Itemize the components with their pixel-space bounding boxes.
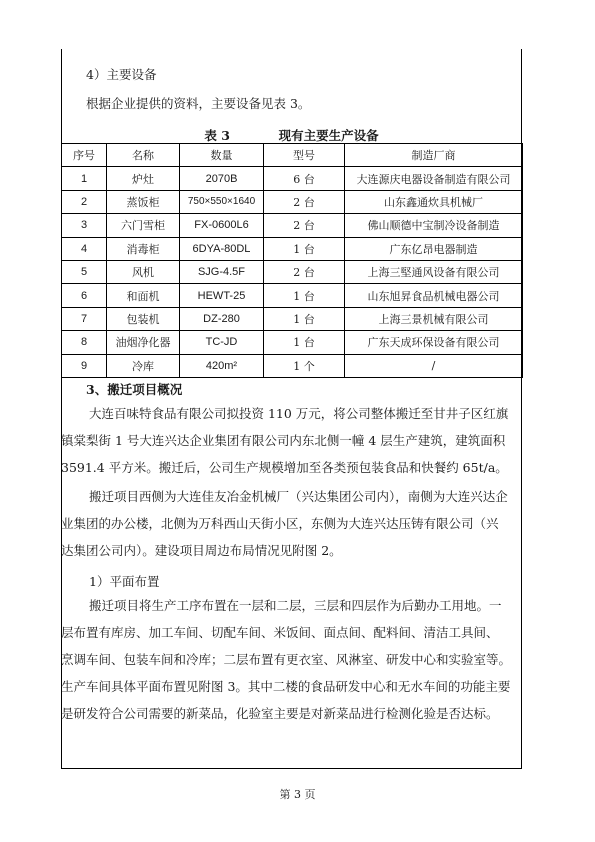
table-row <box>62 354 523 377</box>
cell-quantity: SJG-4.5F <box>180 260 264 283</box>
cell-quantity: 420m² <box>180 354 264 377</box>
cell-name: 风机 <box>107 260 180 283</box>
section-3-title: 3、搬迁项目概况 <box>86 382 183 397</box>
cell-name: 蒸饭柜 <box>107 190 180 213</box>
cell-quantity: 6DYA-80DL <box>180 237 264 260</box>
table-header-row <box>62 144 523 167</box>
table-row <box>62 214 523 237</box>
cell-model: 2 台 <box>264 260 345 283</box>
cell-manufacturer: 广东亿昂电器制造 <box>345 237 523 260</box>
cell-index: 3 <box>62 214 107 237</box>
header-quantity: 数量 <box>180 144 264 167</box>
header-model: 型号 <box>264 144 345 167</box>
cell-model: 1 台 <box>264 331 345 354</box>
table-row <box>62 190 523 213</box>
table-row <box>62 260 523 283</box>
cell-index: 7 <box>62 307 107 330</box>
cell-name: 油烟净化器 <box>107 331 180 354</box>
cell-manufacturer: 山东旭昇食品机械电器公司 <box>345 284 523 307</box>
paragraph-line: 镇棠梨街 1 号大连兴达企业集团有限公司内东北侧一幢 4 层生产建筑，建筑面积 <box>61 433 506 448</box>
table-row <box>62 284 523 307</box>
cell-index: 9 <box>62 354 107 377</box>
cell-name: 六门雪柜 <box>107 214 180 237</box>
cell-index: 8 <box>62 331 107 354</box>
cell-manufacturer: 佛山顺德中宝制冷设备制造 <box>345 214 523 237</box>
header-manufacturer: 制造厂商 <box>345 144 523 167</box>
header-name: 名称 <box>107 144 180 167</box>
cell-quantity: DZ-280 <box>180 307 264 330</box>
cell-manufacturer: 山东鑫通炊具机械厂 <box>345 190 523 213</box>
cell-manufacturer: 上海三景机械有限公司 <box>345 307 523 330</box>
cell-model: 2 台 <box>264 190 345 213</box>
paragraph-line: 搬迁项目西侧为大连佳友冶金机械厂（兴达集团公司内），南侧为大连兴达企 <box>89 489 508 504</box>
paragraph-line: 生产车间具体平面布置见附图 3。其中二楼的食品研发中心和无水车间的功能主要 <box>61 679 511 694</box>
section-3-paragraph-3 <box>61 592 517 727</box>
table-row <box>62 307 523 330</box>
table-number: 表 3 <box>204 128 230 143</box>
cell-index: 5 <box>62 260 107 283</box>
cell-quantity: 750×550×1640 <box>180 190 264 213</box>
cell-name: 消毒柜 <box>107 237 180 260</box>
section-3-paragraph-1 <box>61 400 517 481</box>
cell-name: 炉灶 <box>107 167 180 190</box>
paragraph-line: 是研发符合公司需要的新菜品，化验室主要是对新菜品进行检测化验是否达标。 <box>61 706 499 721</box>
table-row <box>62 237 523 260</box>
cell-name: 冷库 <box>107 354 180 377</box>
section-4-title: 4）主要设备 <box>86 67 157 82</box>
cell-quantity: FX-0600L6 <box>180 214 264 237</box>
page-number: 第 3 页 <box>279 788 316 801</box>
cell-name: 和面机 <box>107 284 180 307</box>
paragraph-line: 搬迁项目将生产工序布置在一层和二层，三层和四层作为后勤办工用地。一 <box>89 598 502 613</box>
paragraph-line: 烹调车间、包装车间和冷库；二层布置有更衣室、风淋室、研发中心和实验室等。 <box>61 652 512 667</box>
cell-quantity: TC-JD <box>180 331 264 354</box>
paragraph-line: 大连百味特食品有限公司拟投资 110 万元，将公司整体搬迁至甘井子区红旗 <box>89 406 509 421</box>
cell-model: 6 台 <box>264 167 345 190</box>
table-row <box>62 331 523 354</box>
cell-manufacturer: / <box>345 354 523 377</box>
paragraph-line: 层布置有库房、加工车间、切配车间、米饭间、面点间、配料间、清洁工具间、 <box>61 625 499 640</box>
cell-model: 1 台 <box>264 307 345 330</box>
cell-model: 1 个 <box>264 354 345 377</box>
cell-model: 1 台 <box>264 237 345 260</box>
table-title <box>61 126 522 144</box>
cell-index: 6 <box>62 284 107 307</box>
equipment-table <box>61 143 523 378</box>
layout-subtitle: 1）平面布置 <box>89 574 160 589</box>
cell-manufacturer: 上海三堅通风设备有限公司 <box>345 260 523 283</box>
cell-manufacturer: 广东天成环保设备有限公司 <box>345 331 523 354</box>
cell-name: 包装机 <box>107 307 180 330</box>
paragraph-line: 达集团公司内）。建设项目周边布局情况见附图 2。 <box>61 543 342 558</box>
paragraph-line: 业集团的办公楼，北侧为万科西山天街小区，东侧为大连兴达压铸有限公司（兴 <box>61 516 499 531</box>
cell-model: 2 台 <box>264 214 345 237</box>
cell-index: 1 <box>62 167 107 190</box>
table-caption: 现有主要生产设备 <box>278 128 379 143</box>
table-row <box>62 167 523 190</box>
cell-manufacturer: 大连源庆电器设备制造有限公司 <box>345 167 523 190</box>
paragraph-line: 3591.4 平方米。搬迁后，公司生产规模增加至各类预包装食品和快餐约 65t/a。 <box>61 460 508 475</box>
section-4-intro: 根据企业提供的资料，主要设备见表 3。 <box>86 96 311 111</box>
section-3-paragraph-2 <box>61 483 517 564</box>
cell-index: 4 <box>62 237 107 260</box>
cell-quantity: HEWT-25 <box>180 284 264 307</box>
cell-model: 1 台 <box>264 284 345 307</box>
cell-index: 2 <box>62 190 107 213</box>
header-index: 序号 <box>62 144 107 167</box>
cell-quantity: 2070B <box>180 167 264 190</box>
